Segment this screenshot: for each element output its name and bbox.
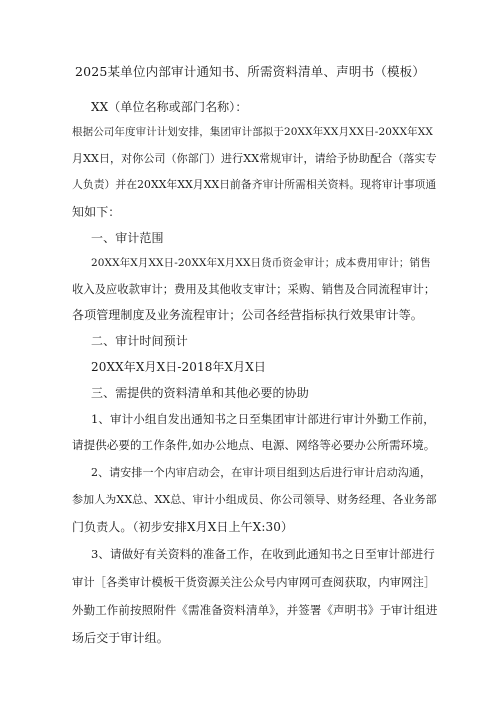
paragraph-line: 各项管理制度及业务流程审计；公司各经营指标执行效果审计等。 xyxy=(72,308,423,322)
paragraph-line: 2、请安排一个内审启动会，在审计项目组到达后进行审计启动沟通， xyxy=(91,466,432,479)
addressee: XX（单位名称或部门名称）： xyxy=(91,100,248,114)
section-heading: 一、审计范围 xyxy=(91,231,164,245)
paragraph-line: 收入及应收款审计；费用及其他收支审计；采购、销售及合同流程审计； xyxy=(72,283,436,296)
paragraph-line: 月XX日，对你公司（你部门）进行XX常规审计，请给予协助配合（落实专 xyxy=(72,152,437,165)
paragraph-line: 门负责人。（初步安排X月X日上午X:30） xyxy=(72,520,294,534)
paragraph-line: 20XX年X月XX日-20XX年X月XX日货币资金审计；成本费用审计；销售 xyxy=(91,257,431,269)
paragraph-line: 场后交于审计组。 xyxy=(72,631,169,645)
paragraph-line: 外勤工作前按照附件《需准备资料清单》，并签署《声明书》于审计组进 xyxy=(72,603,438,617)
paragraph-line: 3、请做好有关资料的准备工作，在收到此通知书之日至审计部进行 xyxy=(91,547,435,561)
document-title: 2025某单位内部审计通知书、所需资料清单、声明书（模板） xyxy=(74,64,426,79)
paragraph-line: 知如下： xyxy=(72,205,121,219)
paragraph-line: 1、审计小组自发出通知书之日至集团审计部进行审计外勤工作前， xyxy=(91,412,435,426)
section-heading: 三、需提供的资料清单和其他必要的协助 xyxy=(91,386,309,400)
paragraph-line: 参加人为XX总、XX总、审计小组成员、你公司领导、财务经理、各业务部 xyxy=(72,493,437,506)
paragraph-line: 20XX年X月X日-2018年X月X日 xyxy=(91,360,267,374)
paragraph-line: 请提供必要的工作条件,如办公地点、电源、网络等必要办公所需环境。 xyxy=(72,438,436,452)
paragraph-line: 根据公司年度审计计划安排，集团审计部拟于20XX年XX月XX日-20XX年XX xyxy=(72,126,433,138)
section-heading: 二、审计时间预计 xyxy=(91,334,188,348)
paragraph-line: 审计［各类审计模板干货资源关注公众号内审网可查阅获取，内审网注］ xyxy=(72,576,436,589)
paragraph-line: 人负责）并在20XX年XX月XX日前备齐审计所需相关资料。现将审计事项通 xyxy=(72,178,437,191)
